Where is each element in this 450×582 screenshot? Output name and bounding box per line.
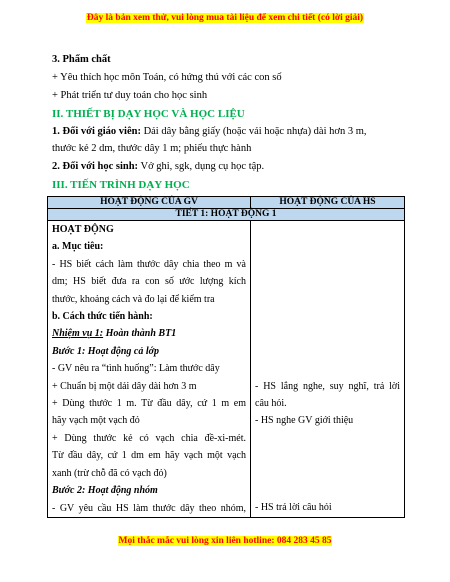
objective-line: dm; HS biết đưa ra con số ước lượng kích: [52, 276, 246, 288]
qualities-title: 3. Phẩm chất: [52, 54, 111, 65]
step-line: - GV yêu cầu HS làm thước dây theo nhóm,: [52, 502, 246, 514]
table-header-row: [48, 197, 405, 209]
step-line: hãy vạch một vạch đỏ: [52, 415, 140, 427]
header-hs: HOẠT ĐỘNG CỦA HS: [251, 197, 405, 209]
tiet-title: TIẾT 1: HOẠT ĐỘNG 1: [48, 209, 405, 221]
objective-line: - HS biết cách làm thước dây chia theo m và: [52, 258, 246, 270]
table-row: [48, 221, 405, 518]
lesson-table: [47, 196, 405, 518]
tiet-row: [48, 209, 405, 221]
teacher-text: Dải dây bằng giấy (hoặc vải hoặc nhựa) dài hơn 3 m,: [140, 126, 367, 137]
gv-cell: [48, 221, 251, 518]
quality-item: + Phát triển tư duy toán cho học sinh: [52, 90, 208, 101]
task-1-text: Hoàn thành BT1: [103, 328, 177, 340]
teacher-equipment-cont: thước kẻ 2 dm, thước dây 1 m; phiếu thực hành: [52, 143, 252, 154]
step-line: + Dùng thước kẻ có vạch chia đề-xi-mét.: [52, 432, 246, 444]
task-1: [52, 325, 246, 342]
hotline-banner-text: Mọi thắc mắc vui lòng xin liên hotline: 084 283 45 85: [118, 536, 332, 546]
hs-response: câu hỏi.: [255, 397, 287, 409]
step-1-title: Bước 1: Hoạt động cả lớp: [52, 345, 159, 357]
step-line: + Chuẩn bị một dải dây dài hơn 3 m: [52, 380, 197, 392]
hs-response: - HS nghe GV giới thiệu: [255, 415, 354, 427]
hotline-banner: [0, 536, 450, 546]
activity-title: HOẠT ĐỘNG: [52, 224, 114, 235]
student-label: 2. Đối với học sinh:: [52, 161, 139, 172]
teacher-label: 1. Đối với giáo viên:: [52, 126, 141, 137]
objective-line: thước, khoảng cách và đo lại để kiểm tra: [52, 293, 215, 305]
teacher-equipment: [52, 126, 366, 137]
step-2-title: Bước 2: Hoạt động nhóm: [52, 485, 158, 497]
step-line: xanh (trừ chỗ đã có vạch đỏ): [52, 467, 167, 479]
preview-banner: [0, 13, 450, 23]
student-text: Vở ghi, sgk, dụng cụ học tập.: [138, 161, 265, 172]
step-line: - GV nêu ra “tình huống”: Làm thước dây: [52, 363, 220, 375]
hs-response: - HS trả lời câu hỏi: [255, 502, 332, 514]
header-gv: HOẠT ĐỘNG CỦA GV: [48, 197, 251, 209]
section-title: III. TIẾN TRÌNH DẠY HỌC: [52, 179, 190, 191]
method-title: b. Cách thức tiến hành:: [52, 311, 153, 323]
step-line: Từ đầu dây, cứ 1 dm em hãy vạch một vạch: [52, 450, 246, 462]
quality-item: + Yêu thích học môn Toán, có hứng thú với các con số: [52, 72, 282, 83]
hs-response: - HS lắng nghe, suy nghĩ, trả lời: [255, 380, 400, 392]
task-1-label: Nhiệm vụ 1:: [52, 328, 104, 340]
preview-banner-text: Đây là bản xem thử, vui lòng mua tài liệu để xem chi tiết (có lời giải): [86, 13, 364, 23]
objective-title: a. Mục tiêu:: [52, 241, 104, 253]
student-equipment: [52, 161, 264, 172]
step-line: + Dùng thước 1 m. Từ đầu dây, cứ 1 m em: [52, 398, 246, 410]
hs-cell: [251, 221, 405, 518]
section-title: II. THIẾT BỊ DẠY HỌC VÀ HỌC LIỆU: [52, 108, 245, 120]
